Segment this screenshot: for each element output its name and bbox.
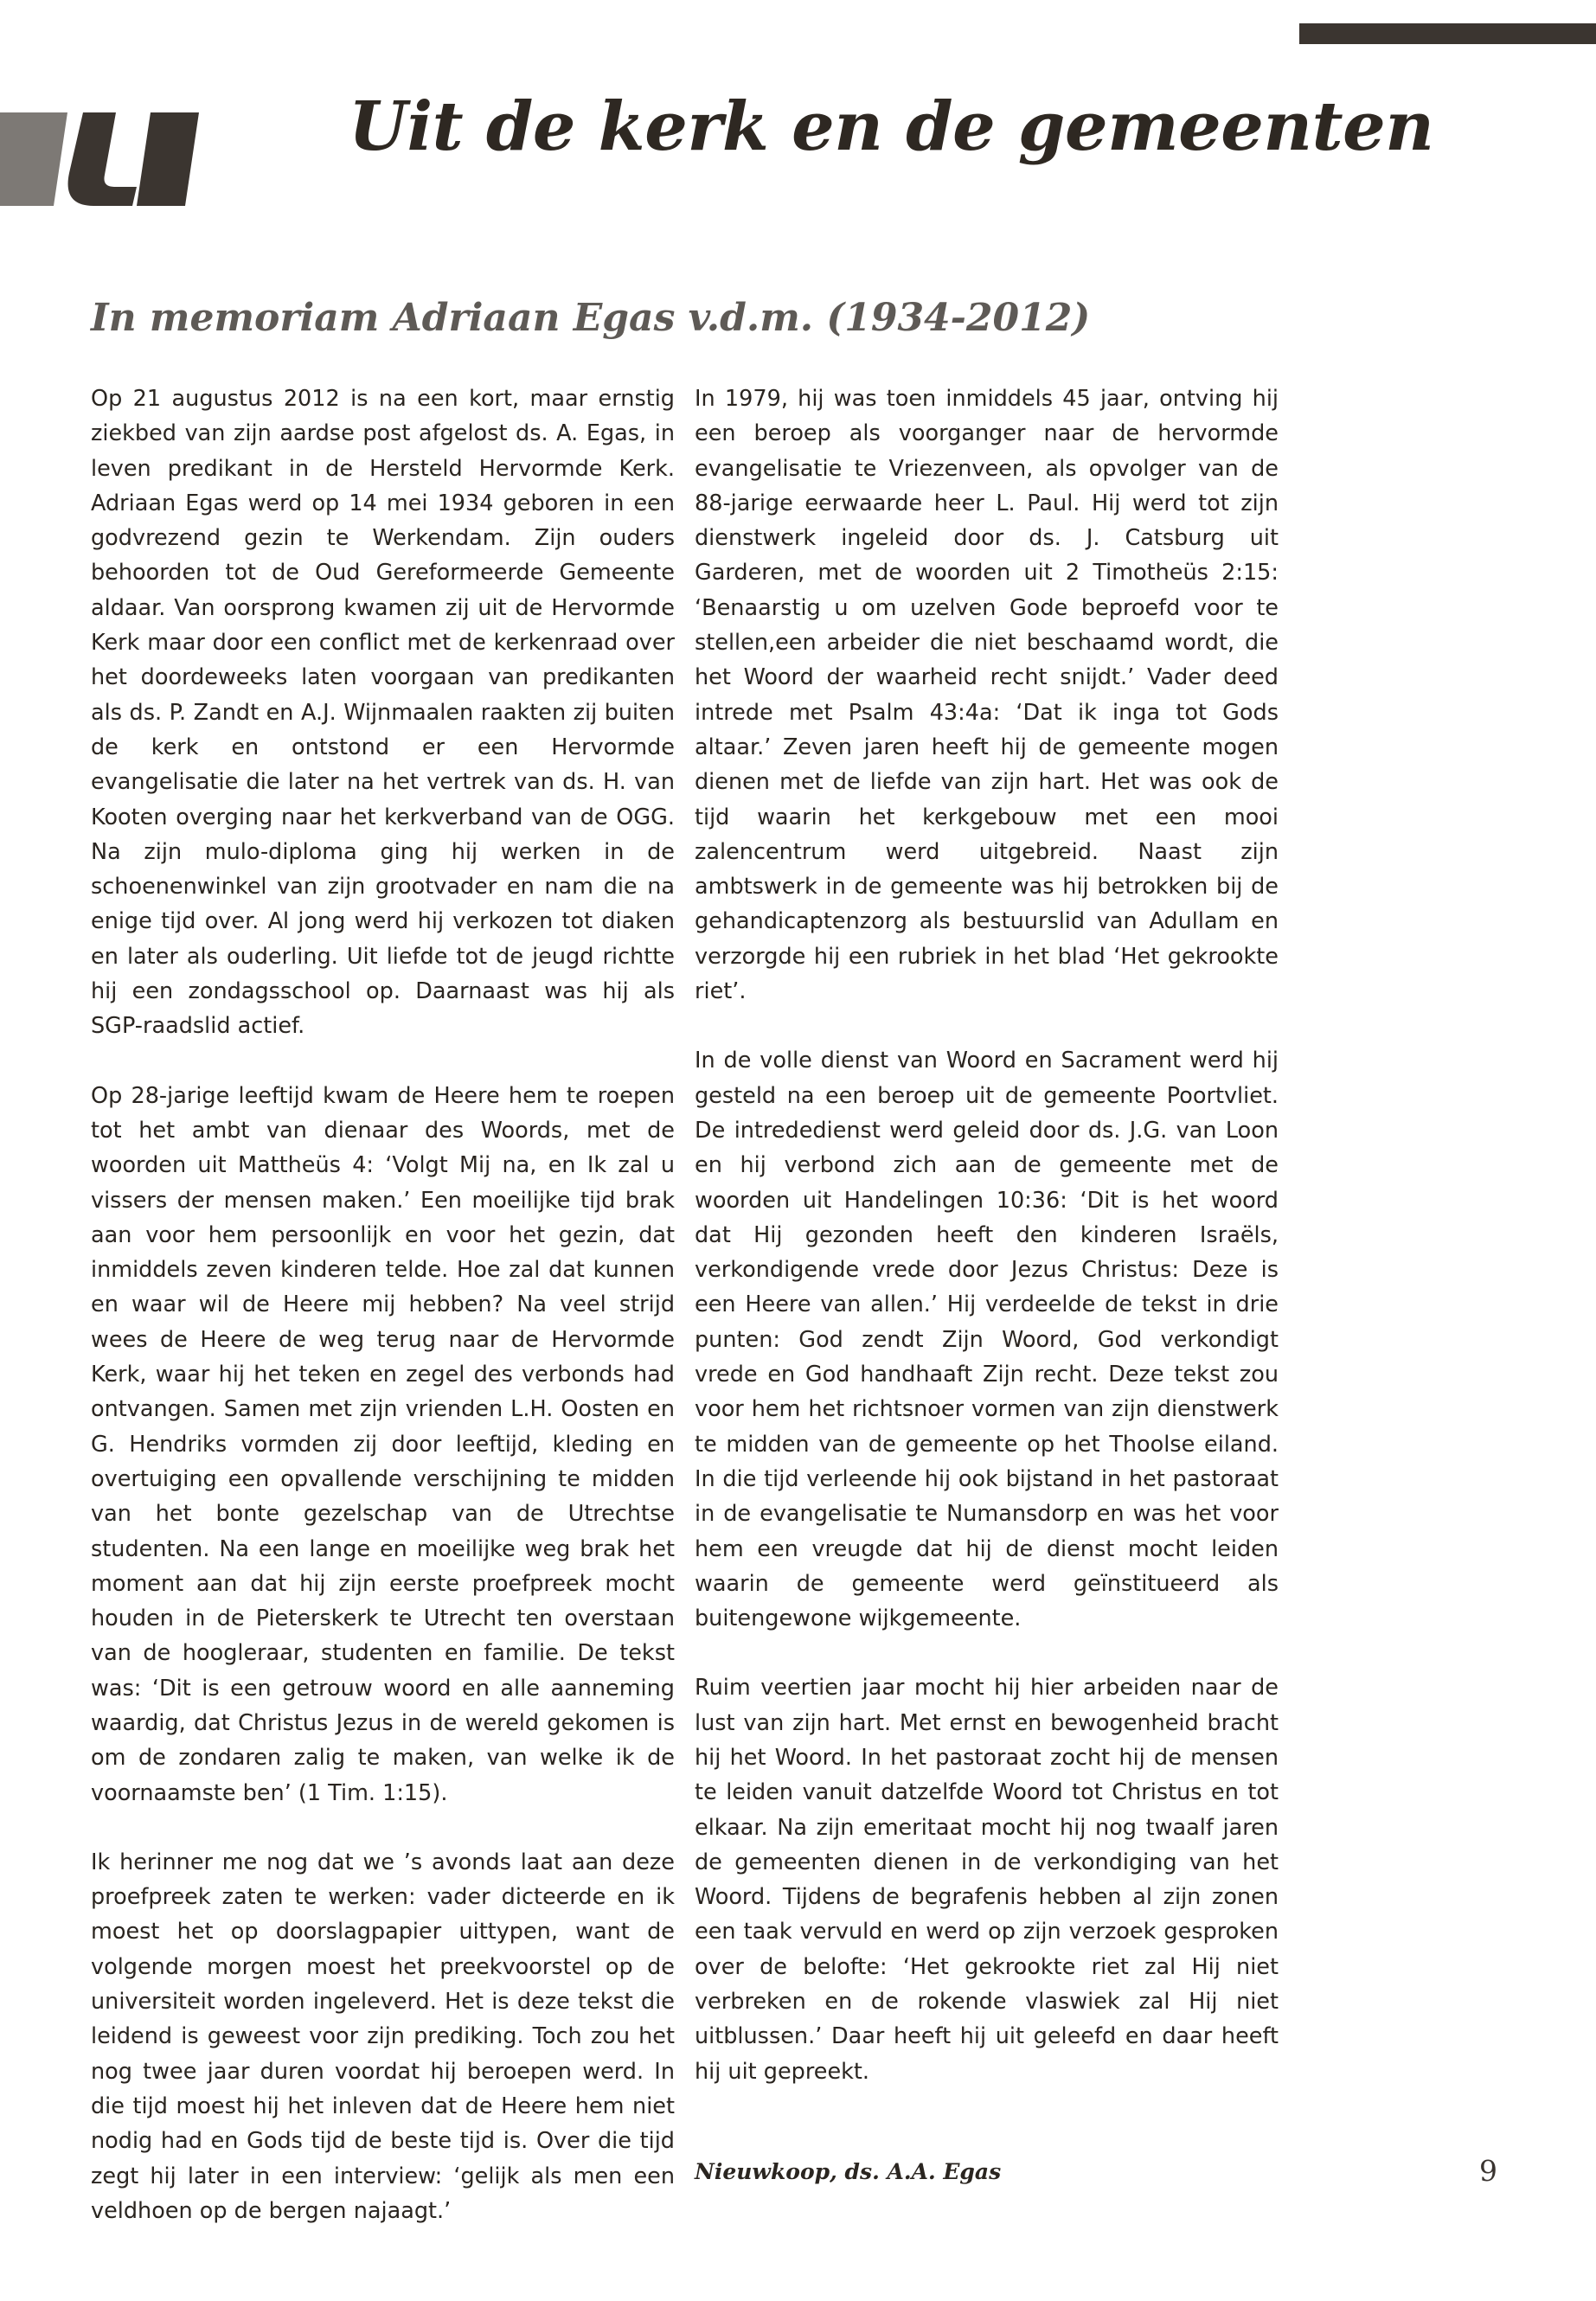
- paragraph: Op 21 augustus 2012 is na een kort, maar ernstig ziekbed van zijn aardse post afgelost ds. A. Egas, in leven predikant in de Hersteld Hervormde Kerk. Adriaan Egas werd op 14 mei 1934 geboren in een godvrezend gezin te Werkendam. Zijn ouders behoorden tot de Oud Gereformeerde Gemeente aldaar. Van oorsprong kwamen zij uit de Hervormde Kerk maar door een conflict met de kerkenraad over het doordeweeks laten voorgaan van predikanten als ds. P. Zandt en A.J. Wijnmaalen raakten zij buiten de kerk en ontstond er een Hervormde evangelisatie die later na het vertrek van ds. H. van Kooten overging naar het kerkverband van de OGG. Na zijn mulo-diploma ging hij werken in de schoenenwinkel van zijn grootvader en nam die na enige tijd over. Al jong werd hij verkozen tot diaken en later als ouderling. Uit liefde tot de jeugd richtte hij een zondagsschool op. Daarnaast was hij als SGP-raadslid actief.: [91, 386, 675, 1040]
- section-logo-u: [0, 112, 199, 206]
- author-signature: Nieuwkoop, ds. A.A. Egas: [695, 2159, 1002, 2184]
- article-column-right: [695, 381, 1279, 2124]
- paragraph: In 1979, hij was toen inmiddels 45 jaar, ontving hij een beroep als voorganger naar de hervormde evangelisatie te Vriezenveen, als opvolger van de 88-jarige eerwaarde heer L. Paul. Hij werd tot zijn dienstwerk ingeleid door ds. J. Catsburg uit Garderen, met de woorden uit 2 Timotheüs 2:15: ‘Benaarstig u om uzelven Gode beproefd voor te stellen,een arbeider die niet beschaamd wordt, die het Woord der waarheid recht snijdt.’ Vader deed intrede met Psalm 43:4a: ‘Dat ik inga tot Gods altaar.’ Zeven jaren heeft hij de gemeente mogen dienen met de liefde van zijn hart. Het was ook de tijd waarin het kerkgebouw met een mooi zalencentrum werd uitgebreid. Naast zijn ambtswerk in de gemeente was hij betrokken bij de gehandicaptenzorg als bestuurslid van Adullam en verzorgde hij een rubriek in het blad ‘Het gekrookte riet’.: [695, 386, 1279, 1005]
- paragraph: Op 28-jarige leeftijd kwam de Heere hem te roepen tot het ambt van dienaar des Woords, met de woorden uit Mattheüs 4: ‘Volgt Mij na, en Ik zal u vissers der mensen maken.’ Een moeilijke tijd brak aan voor hem persoonlijk en voor het gezin, dat inmiddels zeven kinderen telde. Hoe zal dat kunnen en waar wil de Heere mij hebben? Na veel strijd wees de Heere de weg terug naar de Hervormde Kerk, waar hij het teken en zegel des verbonds had ontvangen. Samen met zijn vrienden L.H. Oosten en G. Hendriks vormden zij door leeftijd, kleding en overtuiging een opvallende verschijning te midden van het bonte gezelschap van de Utrechtse studenten. Na een lange en moeilijke weg brak het moment aan dat hij zijn eerste proefpreek mocht houden in de Pieterskerk te Utrecht ten overstaan van de hoogleraar, studenten en familie. De tekst was: ‘Dit is een getrouw woord en alle aanneming waardig, dat Christus Jezus in de wereld gekomen is om de zondaren zalig te maken, van welke ik de voornaamste ben’ (1 Tim. 1:15).: [91, 1082, 675, 1806]
- header-accent-bar: [1299, 23, 1596, 44]
- paragraph: Ruim veertien jaar mocht hij hier arbeiden naar de lust van zijn hart. Met ernst en bewogenheid bracht hij het Woord. In het pastoraat zocht hij de mensen te leiden vanuit datzelfde Woord tot Christus en tot elkaar. Na zijn emeritaat mocht hij nog twaalf jaren de gemeenten dienen in de verkondiging van het Woord. Tijdens de begrafenis hebben al zijn zonen een taak vervuld en werd op zijn verzoek gesproken over de belofte: ‘Het gekrookte riet zal Hij niet verbreken en de rokende vlaswiek zal Hij niet uitblussen.’ Daar heeft hij uit geleefd en daar heeft hij uit gepreekt.: [695, 1675, 1279, 2085]
- logo-u-shape: [68, 112, 137, 206]
- paragraph: Ik herinner me nog dat we ’s avonds laat aan deze proefpreek zaten te werken: vader dicteerde en ik moest het op doorslagpapier uittypen, want de volgende morgen moest het preekvoorstel op de universiteit worden ingeleverd. Het is deze tekst die leidend is geweest voor zijn prediking. Toch zou het nog twee jaar duren voordat hij beroepen werd. In die tijd moest hij het inleven dat de Heere hem niet nodig had en Gods tijd de beste tijd is. Over die tijd zegt hij later in een interview: ‘gelijk als men een veldhoen op de bergen najaagt.’: [91, 1849, 675, 2224]
- paragraph: In de volle dienst van Woord en Sacrament werd hij gesteld na een beroep uit de gemeente Poortvliet. De intrededienst werd geleid door ds. J.G. van Loon en hij verbond zich aan de gemeente met de woorden uit Handelingen 10:36: ‘Dit is het woord dat Hij gezonden heeft den kinderen Israëls, verkondigende vrede door Jezus Christus: Deze is een Heere van allen.’ Hij verdeelde de tekst in drie punten: God zendt Zijn Woord, God verkondigt vrede en God handhaaft Zijn recht. Deze tekst zou voor hem het richtsnoer vormen van zijn dienstwerk te midden van de gemeente op het Thoolse eiland. In die tijd verleende hij ook bijstand in het pastoraat in de evangelisatie te Numansdorp en was het voor hem een vreugde dat hij de dienst mocht leiden waarin de gemeente werd geïnstitueerd als buitengewone wijkgemeente.: [695, 1048, 1279, 1632]
- article-title: In memoriam Adriaan Egas v.d.m. (1934-2012): [91, 296, 1091, 340]
- section-title: Uit de kerk en de gemeenten: [349, 87, 1434, 166]
- article-column-left: [91, 381, 675, 2263]
- page-number: 9: [1479, 2154, 1497, 2188]
- logo-right-block: [137, 112, 199, 206]
